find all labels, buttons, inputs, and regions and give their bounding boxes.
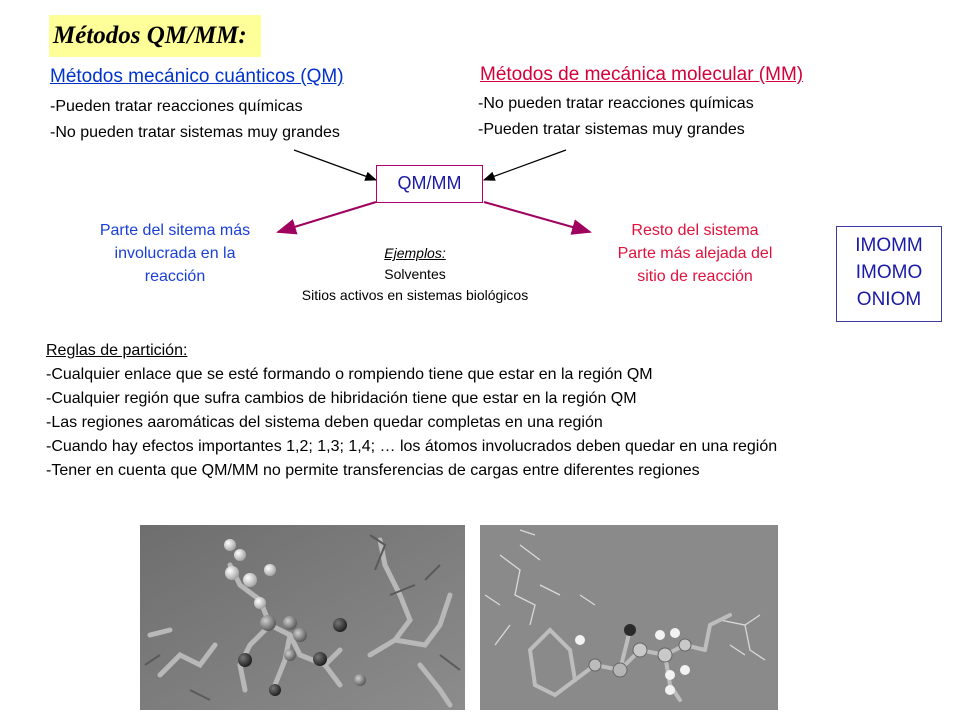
arrow-hybrid-to-right xyxy=(484,202,590,232)
qm-point-1: -Pueden tratar reacciones químicas xyxy=(50,98,303,115)
right-region-line-1: Resto del sistema xyxy=(631,222,759,239)
partition-rules xyxy=(46,339,926,483)
left-region-line-3: reacción xyxy=(144,268,206,285)
scheme-1: IMOMM xyxy=(855,235,923,256)
qm-heading: Métodos mecánico cuánticos (QM) xyxy=(50,66,344,87)
examples-block xyxy=(262,243,568,306)
qm-point-2: -No pueden tratar sistemas muy grandes xyxy=(50,124,340,141)
rule-5: -Tener en cuenta que QM/MM no permite transferencias de cargas entre diferentes regiones xyxy=(46,462,700,479)
qmmm-box: QM/MM xyxy=(376,165,483,203)
page-title: Métodos QM/MM: xyxy=(49,15,261,57)
mm-point-1: -No pueden tratar reacciones químicas xyxy=(478,95,754,112)
left-region-line-2: involucrada en la xyxy=(114,245,236,262)
molecule-image-left xyxy=(140,525,465,710)
rule-1: -Cualquier enlace que se esté formando o rompiendo tiene que estar en la región QM xyxy=(46,366,653,383)
arrow-mm-to-hybrid xyxy=(484,150,566,180)
left-region-line-1: Parte del sitema más xyxy=(99,222,251,239)
right-region-line-2: Parte más alejada del xyxy=(617,245,773,262)
molecule-image-right xyxy=(480,525,778,710)
right-region-line-3: sitio de reacción xyxy=(637,268,753,285)
example-item-2: Sitios activos en sistemas biológicos xyxy=(301,287,529,303)
right-region-text xyxy=(580,219,810,288)
schemes-box xyxy=(836,226,942,322)
rule-3: -Las regiones aaromáticas del sistema deben quedar completas en una región xyxy=(46,414,603,431)
mm-heading: Métodos de mecánica molecular (MM) xyxy=(480,64,804,85)
rules-title: Reglas de partición: xyxy=(46,342,188,359)
arrow-hybrid-to-left xyxy=(278,202,376,232)
rule-2: -Cualquier región que sufra cambios de hibridación tiene que estar en la región QM xyxy=(46,390,637,407)
left-region-text xyxy=(62,219,288,288)
arrow-qm-to-hybrid xyxy=(294,150,376,180)
examples-label: Ejemplos: xyxy=(384,245,446,261)
scheme-2: IMOMO xyxy=(855,262,923,283)
scheme-3: ONIOM xyxy=(856,289,922,310)
mm-point-2: -Pueden tratar sistemas muy grandes xyxy=(478,121,745,138)
example-item-1: Solventes xyxy=(384,266,446,282)
rule-4: -Cuando hay efectos importantes 1,2; 1,3; 1,4; … los átomos involucrados deben quedar en una región xyxy=(46,438,778,455)
